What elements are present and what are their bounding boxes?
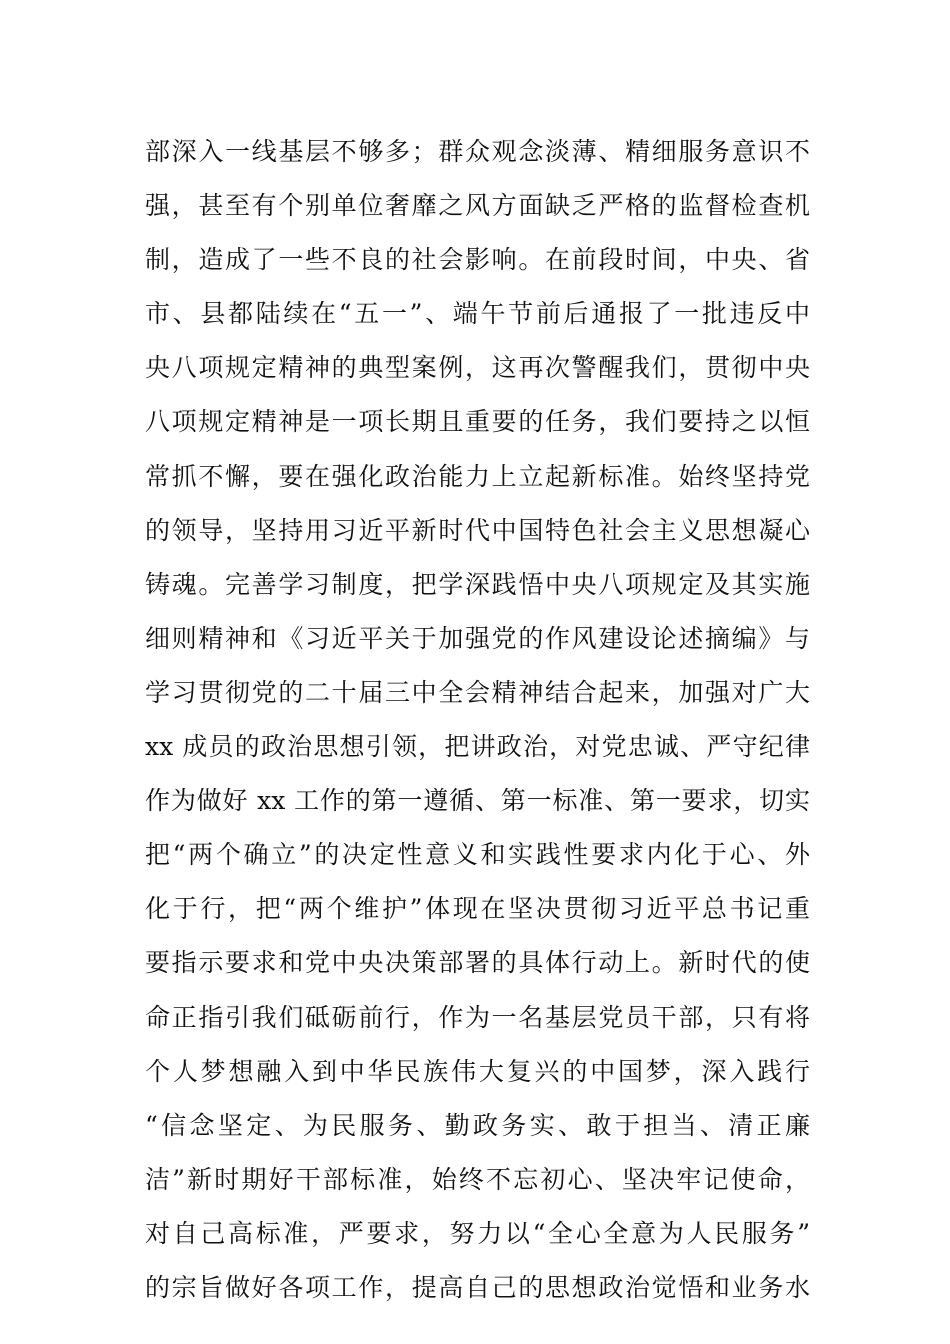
text-line: “信念坚定、为民服务、勤政务实、敢于担当、清正廉 (145, 1110, 810, 1140)
text-line: 把“两个确立”的决定性意义和实践性要求内化于心、外 (145, 840, 810, 870)
text-line: 个人梦想融入到中华民族伟大复兴的中国梦，深入践行 (145, 1056, 810, 1086)
text-line: 学习贯彻党的二十届三中全会精神结合起来，加强对广大 (145, 677, 810, 707)
text-line: 强，甚至有个别单位奢靡之风方面缺乏严格的监督检查机 (145, 191, 810, 221)
text-line: 命正指引我们砥砺前行，作为一名基层党员干部，只有将 (145, 1002, 810, 1032)
text-line: 制，造成了一些不良的社会影响。在前段时间，中央、省 (145, 245, 810, 275)
text-line: 化于行，把“两个维护”体现在坚决贯彻习近平总书记重 (145, 894, 810, 924)
text-line: 细则精神和《习近平关于加强党的作风建设论述摘编》与 (145, 623, 810, 653)
text-line: 的宗旨做好各项工作，提高自己的思想政治觉悟和业务水 (145, 1272, 810, 1302)
text-line: xx 成员的政治思想引领，把讲政治，对党忠诚、严守纪律 (145, 732, 810, 762)
text-line: 作为做好 xx 工作的第一遵循、第一标准、第一要求，切实 (145, 786, 810, 816)
text-line: 的领导，坚持用习近平新时代中国特色社会主义思想凝心 (145, 515, 810, 545)
text-line: 洁”新时期好干部标准，始终不忘初心、坚决牢记使命， (145, 1164, 810, 1194)
text-line: 铸魂。完善学习制度，把学深践悟中央八项规定及其实施 (145, 569, 810, 599)
text-line: 市、县都陆续在“五一”、端午节前后通报了一批违反中 (145, 299, 810, 329)
text-line: 要指示要求和党中央决策部署的具体行动上。新时代的使 (145, 948, 810, 978)
text-line: 八项规定精神是一项长期且重要的任务，我们要持之以恒 (145, 407, 810, 437)
text-line: 常抓不懈，要在强化政治能力上立起新标准。始终坚持党 (145, 461, 810, 491)
text-line: 部深入一线基层不够多；群众观念淡薄、精细服务意识不 (145, 137, 810, 166)
text-line: 对自己高标准，严要求，努力以“全心全意为人民服务” (145, 1218, 810, 1248)
text-line: 央八项规定精神的典型案例，这再次警醒我们，贯彻中央 (145, 353, 810, 383)
body-paragraph (145, 125, 810, 1315)
